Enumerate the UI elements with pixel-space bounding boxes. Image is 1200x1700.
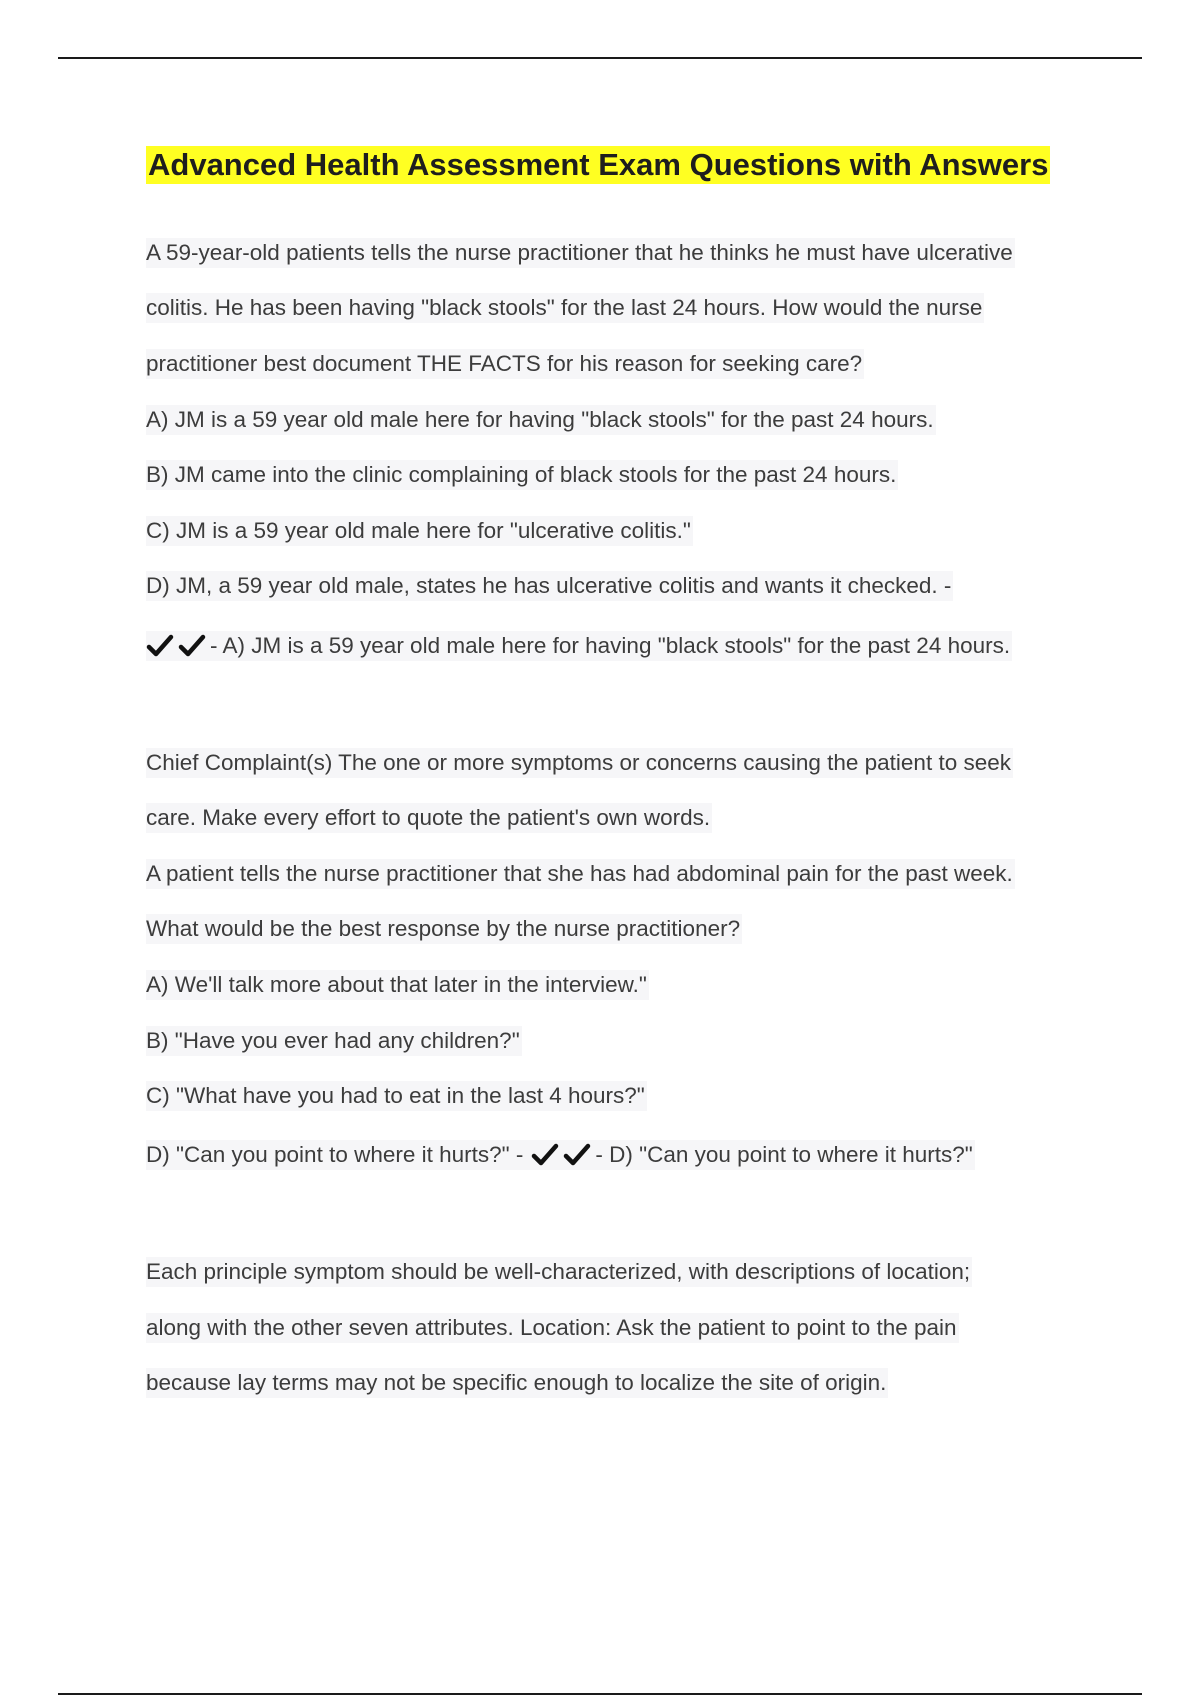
- q2-stem-line-2: What would be the best response by the nurse practitioner?: [146, 914, 742, 944]
- check-mark-icon: [146, 632, 174, 660]
- q2-stem-line-1: A patient tells the nurse practitioner that she has had abdominal pain for the past week.: [146, 859, 1015, 889]
- q1-stem-line-1: A 59-year-old patients tells the nurse practitioner that he thinks he must have ulcerative: [146, 238, 1015, 268]
- q3-line-2: along with the other seven attributes. Location: Ask the patient to point to the pain: [146, 1313, 959, 1343]
- check-mark-icon: [178, 632, 206, 660]
- check-mark-icon: [563, 1141, 591, 1169]
- q3-line-3: because lay terms may not be specific enough to localize the site of origin.: [146, 1368, 888, 1398]
- q2-preamble-line-2: care. Make every effort to quote the patient's own words.: [146, 803, 712, 833]
- q2-option-d: D) "Can you point to where it hurts?" -: [146, 1142, 524, 1167]
- check-mark-icon: [531, 1141, 559, 1169]
- q1-option-d: D) JM, a 59 year old male, states he has ulcerative colitis and wants it checked. -: [146, 571, 953, 601]
- q2-option-d-with-answer: [146, 1140, 975, 1170]
- q2-option-b: B) "Have you ever had any children?": [146, 1026, 522, 1056]
- q1-option-a: A) JM is a 59 year old male here for having "black stools" for the past 24 hours.: [146, 405, 936, 435]
- q2-answer-text: - D) "Can you point to where it hurts?": [595, 1142, 973, 1167]
- q1-stem-line-3: practitioner best document THE FACTS for his reason for seeking care?: [146, 349, 864, 379]
- q1-answer-text: - A) JM is a 59 year old male here for having "black stools" for the past 24 hours.: [210, 633, 1011, 658]
- document-title: Advanced Health Assessment Exam Questions with Answers: [148, 147, 1049, 182]
- q3-line-1: Each principle symptom should be well-characterized, with descriptions of location;: [146, 1257, 972, 1287]
- top-rule: [58, 57, 1142, 59]
- q1-option-b: B) JM came into the clinic complaining of black stools for the past 24 hours.: [146, 460, 898, 490]
- bottom-rule: [58, 1693, 1142, 1695]
- q2-preamble-line-1: Chief Complaint(s) The one or more symptoms or concerns causing the patient to seek: [146, 748, 1013, 778]
- q2-option-a: A) We'll talk more about that later in the interview.": [146, 970, 649, 1000]
- q1-option-c: C) JM is a 59 year old male here for "ulcerative colitis.": [146, 516, 693, 546]
- q2-option-c: C) "What have you had to eat in the last 4 hours?": [146, 1081, 647, 1111]
- q1-answer: [146, 631, 1012, 661]
- q1-stem-line-2: colitis. He has been having "black stools" for the last 24 hours. How would the nurse: [146, 293, 984, 323]
